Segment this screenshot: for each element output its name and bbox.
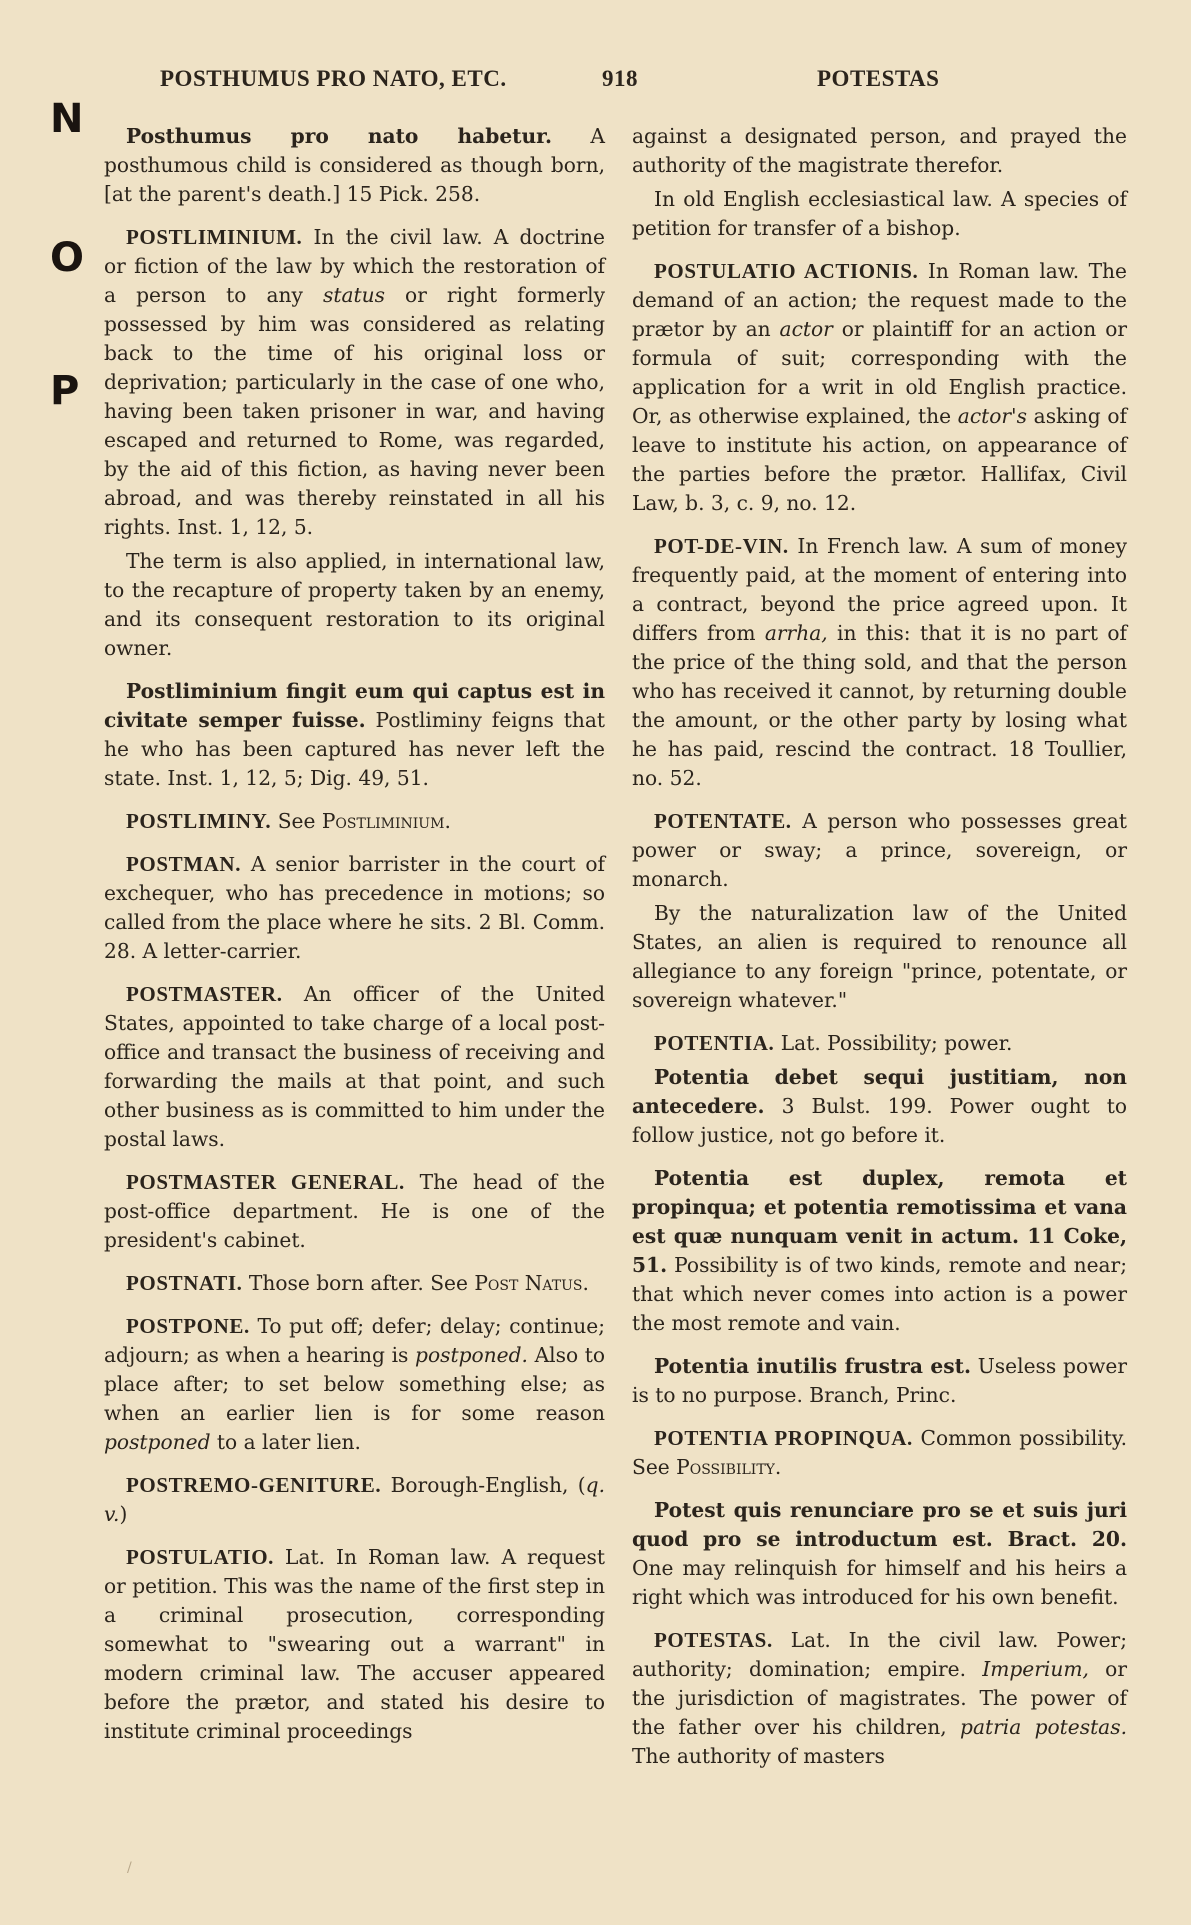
cross-reference: Possibility: [676, 1455, 775, 1479]
headword: POSTMAN.: [126, 852, 242, 876]
definition: In French law. A sum of money frequently paid, at the moment of entering into a contract, beyond the price agreed upon. It differs from: [632, 534, 1127, 645]
punctuation: ): [119, 1502, 128, 1526]
italic-term: Imperium,: [982, 1657, 1089, 1681]
entry-posthumus: [104, 122, 605, 209]
definition: asking of leave to institute his action, on appearance of the parties before the prætor. Hallifax, Civil Law, b. 3, c. 9, no. 12.: [632, 404, 1127, 515]
cross-reference: Postliminium: [321, 809, 445, 833]
maxim: Potest quis renunciare pro se et suis juri quod pro se introductum est.: [632, 1498, 1127, 1551]
definition: Lat. Possibility; power.: [774, 1031, 1013, 1055]
headword: POTESTAS.: [654, 1628, 773, 1652]
headword: POSTMASTER GENERAL.: [126, 1170, 405, 1194]
entry-potentia: [632, 1029, 1127, 1058]
definition: An officer of the United States, appointed to take charge of a local post-office and transact the business of receiving and forwarding the mails at that point, and such other business as is committed to him under the postal laws.: [104, 982, 605, 1151]
definition: A person who possesses great power or sway; a prince, sovereign, or monarch.: [632, 809, 1127, 891]
entry-potentia-propinqua: [632, 1424, 1127, 1482]
italic-term: actor: [779, 317, 833, 341]
definition: Common possibility. See: [632, 1426, 1128, 1479]
entry-postulatio-continued: against a designated person, and prayed the authority of the magistrate therefor.: [632, 124, 1127, 177]
italic-term: arrha,: [764, 621, 828, 645]
maxim: Potentia debet sequi justitiam, non antecedere.: [632, 1065, 1127, 1118]
definition: 3 Bulst. 199. Power ought to follow justice, not go before it.: [632, 1094, 1127, 1147]
entry-potestas: [632, 1626, 1127, 1771]
definition: or the jurisdiction of magistrates. The power of the father over his children,: [632, 1657, 1127, 1739]
headword: POTENTIA PROPINQUA.: [654, 1426, 913, 1450]
entry-potest-quis: [632, 1496, 1127, 1612]
punctuation: .: [774, 1455, 782, 1479]
punctuation: .: [582, 1271, 589, 1295]
entry-pot-de-vin: [632, 532, 1127, 793]
definition: Lat. In the civil law. Power; authority; domination; empire.: [632, 1628, 1127, 1681]
definition: Possibility is of two kinds, remote and near; that which never comes into action is a power the most remote and vain.: [632, 1253, 1127, 1335]
entry-postliminy: [104, 807, 605, 836]
definition: The head of the post-office department. He is one of the president's cabinet.: [104, 1170, 605, 1252]
definition: Useless power is to no purpose. Branch, Princ.: [632, 1354, 1128, 1407]
entry-postliminium: [104, 223, 605, 542]
definition: See: [271, 809, 322, 833]
margin-mark: /: [127, 1860, 132, 1876]
entry-postliminium-para2: The term is also applied, in international law, to the recapture of property taken by an enemy, and its consequent restoration to its original owner.: [104, 549, 605, 660]
entry-postmaster: [104, 980, 605, 1154]
entry-postliminium-maxim: [104, 677, 605, 793]
headword: POSTLIMINY.: [126, 809, 272, 833]
definition: Lat. In Roman law. A request or petition. This was the name of the first step in a criminal prosecution, corresponding somewhat to "swearing out a warrant" in modern criminal law. The accuser appeared before the prætor, and stated his desire to institute criminal proceedings: [104, 1545, 605, 1743]
definition: The authority of masters: [632, 1744, 885, 1768]
maxim: Postliminium fingit eum qui captus est in civitate semper fuisse.: [104, 679, 605, 732]
entry-postnati: [104, 1269, 605, 1298]
definition: to a later lien.: [210, 1430, 361, 1454]
entry-postpone: [104, 1312, 605, 1457]
entry-postmaster-general: [104, 1168, 605, 1255]
cross-reference: Post Natus: [474, 1271, 583, 1295]
citation: 11 Coke, 51.: [632, 1224, 1127, 1277]
definition: One may relinquish for himself and his heirs a right which was introduced for his own benefit.: [632, 1556, 1127, 1609]
definition: or plaintiff for an action or formula of suit; corresponding with the application for a writ in old English practice. Or, as otherwise explained, the: [632, 317, 1127, 428]
maxim: Posthumus pro nato habetur.: [126, 124, 552, 148]
definition: A posthumous child is considered as though born, [at the parent's death.] 15 Pick. 258.: [104, 124, 605, 206]
definition: In the civil law. A doctrine or fiction of the law by which the restoration of a person to any: [104, 225, 605, 307]
italic-term: patria potestas.: [960, 1715, 1127, 1739]
thumb-index-letter-p: P: [50, 368, 80, 414]
definition: Those born after. See: [242, 1271, 475, 1295]
thumb-index-letter-n: N: [50, 96, 84, 142]
entry-postulatio: [104, 1543, 605, 1746]
italic-term: q. v.: [104, 1473, 605, 1526]
page-number: 918: [602, 66, 638, 91]
entry-postman: [104, 850, 605, 966]
headword: POSTPONE.: [126, 1314, 250, 1338]
entry-postulatio-actionis: [632, 257, 1127, 518]
header-right-title: POTESTAS: [817, 66, 940, 91]
running-header: [140, 66, 1040, 100]
definition: Also to place after; to set below something else; as when an earlier lien is for some reason: [104, 1343, 606, 1425]
definition: Postliminy feigns that he who has been captured has never left the state. Inst. 1, 12, 5; Dig. 49, 51.: [104, 708, 606, 790]
italic-term: status: [323, 283, 385, 307]
italic-term: postponed: [104, 1430, 211, 1454]
definition: A senior barrister in the court of exchequer, who has precedence in motions; so called from the place where he sits. 2 Bl. Comm. 28. A letter-carrier.: [104, 852, 605, 963]
entry-potentate: [632, 807, 1127, 894]
maxim: Potentia est duplex, remota et propinqua; et potentia remotissima et vana est quæ nunquam venit in actum.: [632, 1166, 1127, 1248]
headword: POSTREMO-GENITURE.: [126, 1473, 382, 1497]
thumb-index-letter-o: O: [50, 235, 85, 281]
left-column: [104, 122, 605, 1746]
header-left-title: POSTHUMUS PRO NATO, ETC.: [160, 66, 507, 91]
definition: Borough-English, (: [381, 1473, 586, 1497]
italic-term: postponed.: [415, 1343, 528, 1367]
entry-potentia-duplex: [632, 1164, 1127, 1338]
headword: POSTULATIO ACTIONIS.: [654, 259, 919, 283]
right-column: [632, 122, 1127, 1771]
punctuation: .: [444, 809, 451, 833]
headword: POTENTIA.: [654, 1031, 775, 1055]
headword: POSTMASTER.: [126, 982, 283, 1006]
entry-potentate-para2: By the naturalization law of the United States, an alien is required to renounce all allegiance to any foreign "prince, potentate, or sovereign whatever.": [632, 901, 1127, 1012]
definition: in this: that it is no part of the price of the thing sold, and that the person who has received it cannot, by returning double the amount, or the other party by losing what he has paid, rescind the contract. 18 Toullier, no. 52.: [632, 621, 1127, 790]
entry-potentia-debet: [632, 1063, 1127, 1150]
headword: POSTLIMINIUM.: [126, 225, 303, 249]
citation: Bract. 20.: [992, 1527, 1127, 1551]
headword: POTENTATE.: [654, 809, 792, 833]
entry-potentia-inutilis: [632, 1352, 1127, 1410]
headword: POSTNATI.: [126, 1271, 243, 1295]
definition: To put off; defer; delay; continue; adjourn; as when a hearing is: [104, 1314, 605, 1367]
headword: POT-DE-VIN.: [654, 534, 789, 558]
entry-postremo-geniture: [104, 1471, 605, 1529]
definition: In Roman law. The demand of an action; the request made to the prætor by an: [632, 259, 1127, 341]
entry-postulatio-para2: In old English ecclesiastical law. A species of petition for transfer of a bishop.: [632, 187, 1127, 240]
italic-term: actor's: [957, 404, 1027, 428]
definition: or right formerly possessed by him was considered as relating back to the time of his original loss or deprivation; particularly in the case of one who, having been taken prisoner in war, and having escaped and returned to Rome, was regarded, by the aid of this fiction, as having never been abroad, and was thereby reinstated in all his rights. Inst. 1, 12, 5.: [104, 283, 605, 539]
headword: POSTULATIO.: [126, 1545, 274, 1569]
maxim: Potentia inutilis frustra est.: [654, 1354, 971, 1378]
